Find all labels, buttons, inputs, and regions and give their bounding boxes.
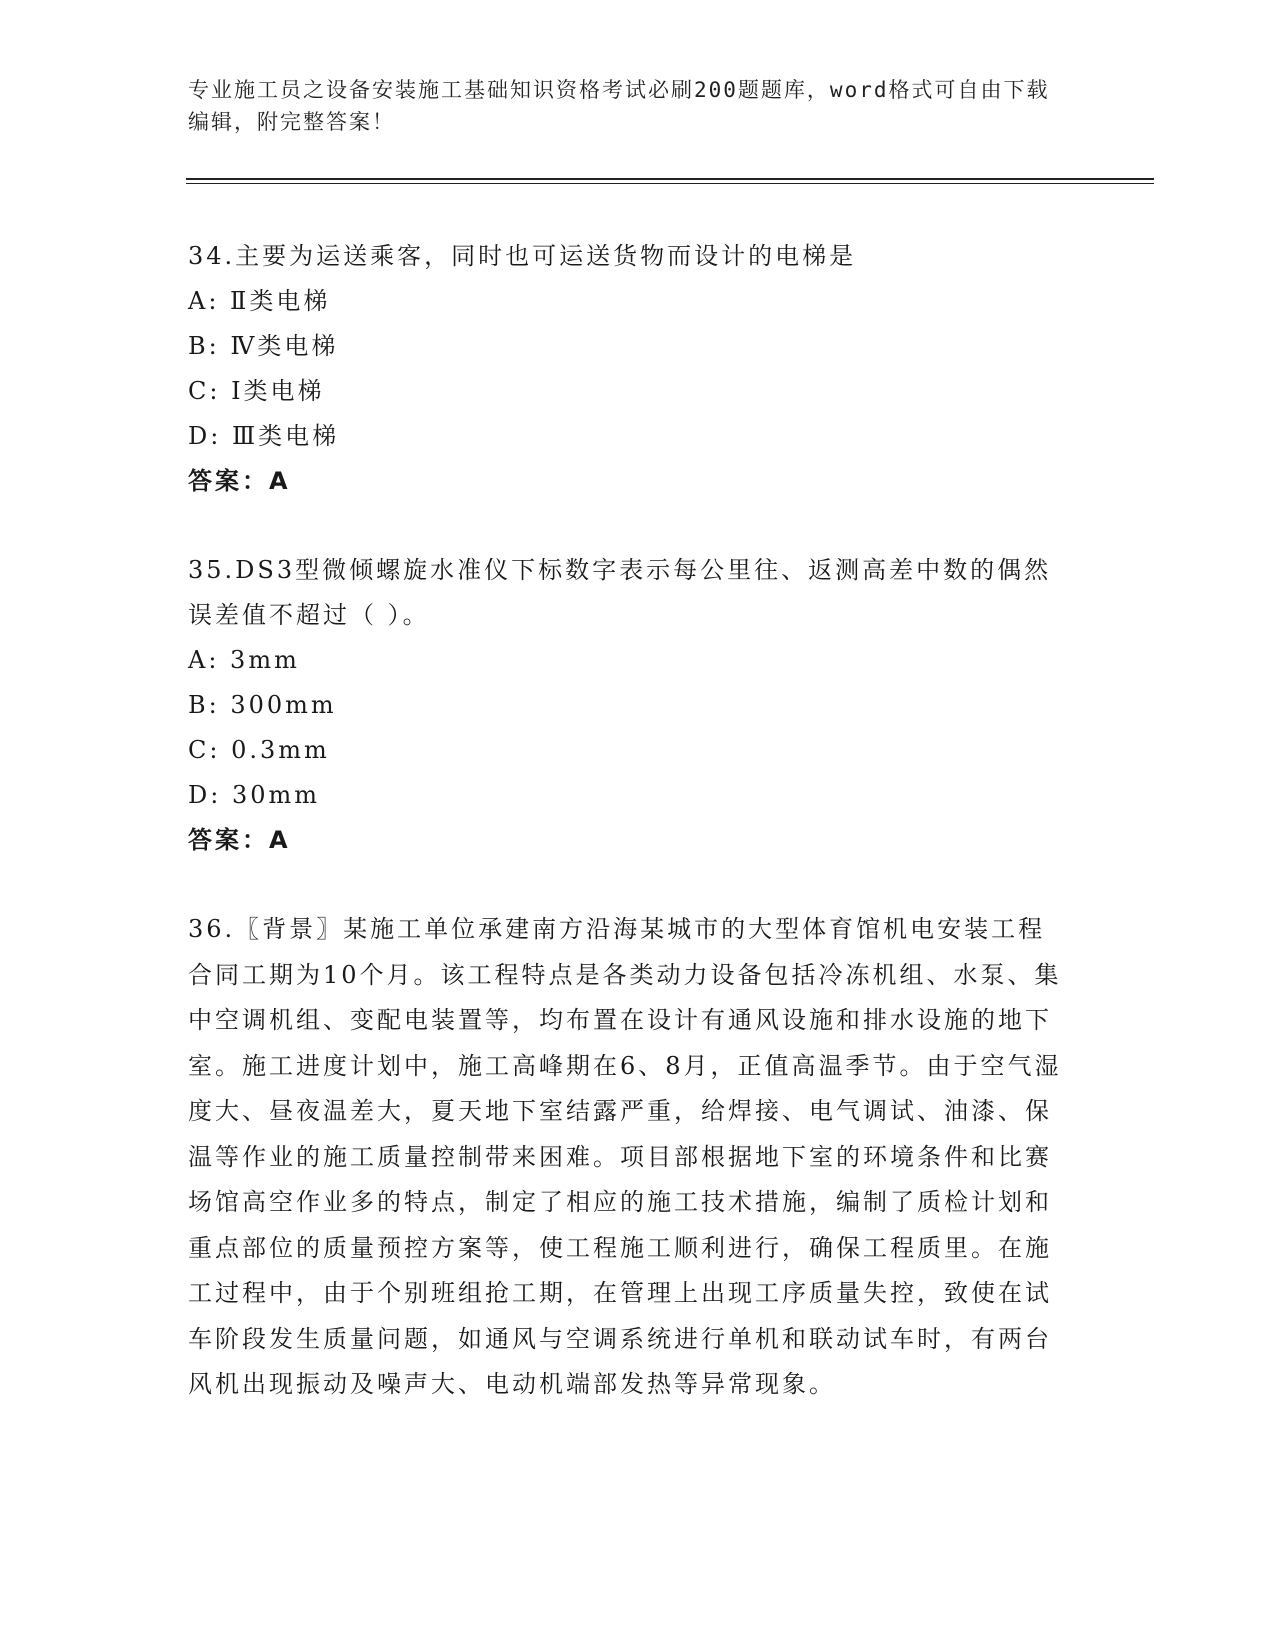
answer-line: 答案：A xyxy=(188,467,291,495)
option-a: A: Ⅱ类电梯 xyxy=(188,287,331,315)
question-stem: 35.DS3型微倾螺旋水准仪下标数字表示每公里往、返测高差中数的偶然误差值不超过（ ）。 xyxy=(188,556,1052,629)
option-d: D: 30mm xyxy=(188,781,321,809)
question-36 xyxy=(188,907,1068,1408)
option-c: C: Ⅰ类电梯 xyxy=(188,377,325,405)
question-stem: 36.〖背景〗某施工单位承建南方沿海某城市的大型体育馆机电安装工程合同工期为10个月。该工程特点是各类动力设备包括冷冻机组、水泵、集中空调机组、变配电装置等，均布置在设计有通风设施和排水设施的地下室。施工进度计划中，施工高峰期在6、8月，正值高温季节。由于空气湿度大、昼夜温差大，夏天地下室结露严重，给焊接、电气调试、油漆、保温等作业的施工质量控制带来困难。项目部根据地下室的环境条件和比赛场馆高空作业多的特点，制定了相应的施工技术措施，编制了质检计划和重点部位的质量预控方案等，使工程施工顺利进行，确保工程质里。在施工过程中，由于个别班组抢工期，在管理上出现工序质量失控，致使在试车阶段发生质量问题，如通风与空调系统进行单机和联动试车时，有两台风机出现振动及噪声大、电动机端部发热等异常现象。 xyxy=(188,915,1062,1398)
answer-line: 答案：A xyxy=(188,826,291,854)
document-header: 专业施工员之设备安装施工基础知识资格考试必刷200题题库，word格式可自由下载编辑，附完整答案！ xyxy=(188,78,1050,134)
header-rule-thick xyxy=(186,178,1154,180)
header-rule-thin xyxy=(186,183,1154,184)
option-c: C: 0.3mm xyxy=(188,736,330,764)
option-a: A: 3mm xyxy=(188,646,300,674)
question-list xyxy=(188,234,1068,1408)
option-b: B: Ⅳ类电梯 xyxy=(188,332,339,360)
question-spacer xyxy=(188,863,1068,907)
option-b: B: 300mm xyxy=(188,691,337,719)
question-35 xyxy=(188,548,1068,863)
option-d: D: Ⅲ类电梯 xyxy=(188,422,340,450)
question-34 xyxy=(188,234,1068,504)
question-spacer xyxy=(188,504,1068,548)
question-stem: 34.主要为运送乘客，同时也可运送货物而设计的电梯是 xyxy=(188,242,857,270)
